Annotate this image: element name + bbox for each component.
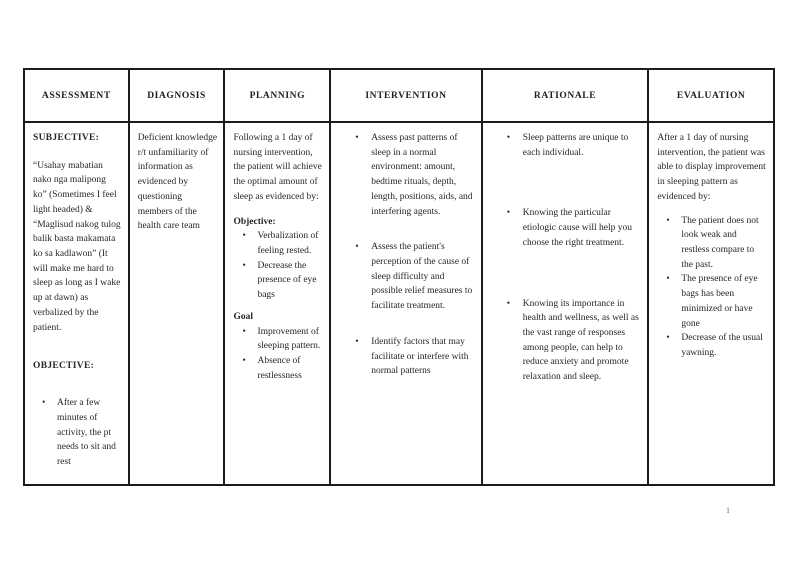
planning-cell bbox=[224, 122, 330, 485]
planning-goal-list bbox=[233, 325, 323, 384]
list-item: • Assess past patterns of sleep in a normal environment: amount, bedtime rituals, depth, length, positions, aids, and interfering agents. bbox=[339, 131, 475, 219]
list-item: • Decrease the presence of eye bags bbox=[233, 259, 323, 303]
diagnosis-text: Deficient knowledge r/t unfamiliarity of information as evidenced by questioning members of the health care team bbox=[137, 133, 218, 232]
col-header-evaluation: EVALUATION bbox=[648, 69, 774, 122]
list-item: • After a few minutes of activity, the pt needs to sit and rest bbox=[33, 396, 122, 470]
col-header-planning: PLANNING bbox=[224, 69, 330, 122]
planning-objective-heading: Objective: bbox=[233, 216, 276, 227]
list-item: • Improvement of sleeping pattern. bbox=[233, 325, 323, 354]
list-item: • Absence of restlessness bbox=[233, 354, 323, 383]
list-item: • Assess the patient's perception of the cause of sleep difficulty and possible relief measures to facilitate treatment. bbox=[339, 240, 475, 314]
subjective-text: “Usahay mabatian nako nga malipong ko” (Sometimes I feel light headed) & “Maglisud nakog tulog balik basta makamata ko sa kadlawon” (It will make me hard to sleep as long as I wake up at dawn) as verbalized by the patient. bbox=[33, 160, 121, 333]
evaluation-cell bbox=[648, 122, 774, 485]
list-item: • Decrease of the usual yawning. bbox=[657, 331, 767, 360]
evaluation-list bbox=[657, 214, 767, 361]
page-number: 1 bbox=[726, 506, 730, 515]
evaluation-intro: After a 1 day of nursing intervention, the patient was able to display improvement in sleeping pattern as evidenced by: bbox=[657, 133, 766, 202]
planning-objective-list bbox=[233, 229, 323, 303]
list-item: • Knowing the particular etiologic cause will help you choose the right treatment. bbox=[491, 206, 642, 250]
assessment-objective-list bbox=[33, 396, 122, 470]
col-header-intervention: INTERVENTION bbox=[330, 69, 482, 122]
subjective-heading: SUBJECTIVE: bbox=[33, 133, 100, 143]
objective-heading: OBJECTIVE: bbox=[33, 361, 95, 372]
list-item: • The presence of eye bags has been minimized or have gone bbox=[657, 272, 767, 331]
body-row bbox=[24, 122, 774, 485]
assessment-cell bbox=[24, 122, 129, 485]
col-header-rationale: RATIONALE bbox=[482, 69, 649, 122]
list-item: • Sleep patterns are unique to each individual. bbox=[491, 131, 642, 160]
intervention-list bbox=[339, 131, 475, 379]
col-header-assessment: ASSESSMENT bbox=[24, 69, 129, 122]
planning-goal-heading: Goal bbox=[233, 311, 253, 322]
intervention-cell bbox=[330, 122, 482, 485]
list-item: • Identify factors that may facilitate or interfere with normal patterns bbox=[339, 335, 475, 379]
planning-intro: Following a 1 day of nursing intervention, the patient will achieve the optimal amount of sleep as evidenced by: bbox=[233, 133, 322, 202]
nursing-care-plan-table bbox=[23, 68, 775, 486]
header-row bbox=[24, 69, 774, 122]
diagnosis-cell bbox=[129, 122, 225, 485]
list-item: • Knowing its importance in health and wellness, as well as the vast range of responses among people, can help to reduce anxiety and promote relaxation and sleep. bbox=[491, 297, 642, 385]
col-header-diagnosis: DIAGNOSIS bbox=[129, 69, 225, 122]
list-item: • Verbalization of feeling rested. bbox=[233, 229, 323, 258]
list-item: • The patient does not look weak and restless compare to the past. bbox=[657, 214, 767, 273]
rationale-list bbox=[491, 131, 642, 385]
rationale-cell bbox=[482, 122, 649, 485]
